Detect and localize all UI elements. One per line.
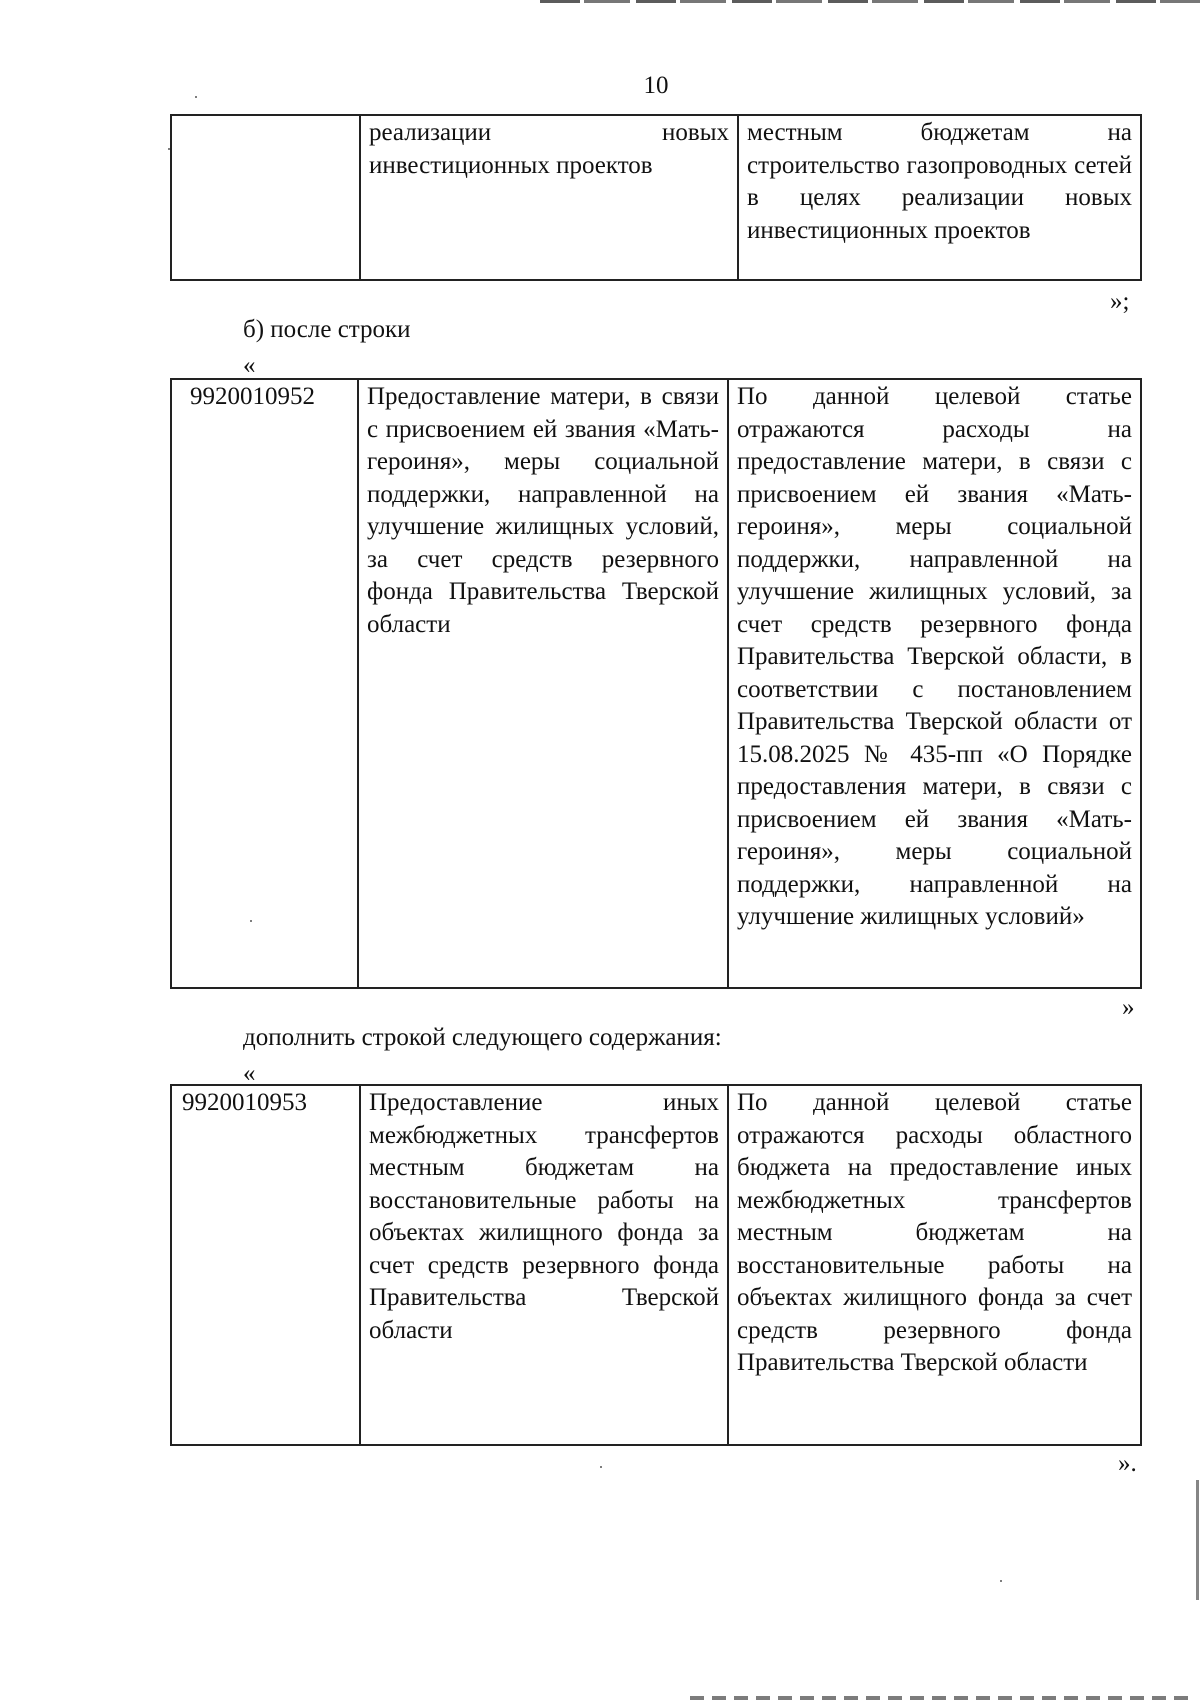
opening-quote: «	[243, 352, 256, 379]
table-row	[171, 379, 1141, 988]
closing-quote: »;	[1110, 288, 1130, 315]
table-row	[171, 1085, 1141, 1445]
scan-artifact-right	[1196, 1480, 1199, 1600]
empty-code-cell	[171, 115, 360, 280]
continuation-table	[170, 114, 1142, 281]
table-row	[171, 115, 1141, 280]
new-row-table	[170, 1084, 1142, 1446]
code-cell: 9920010952	[171, 379, 358, 988]
paragraph-after-row: б) после строки	[243, 316, 411, 343]
description-cell: По данной целевой статье отражаются расходы областного бюджета на предоставление иных межбюджетных трансфертов местным бюджетам на восстановительные работы на объектах жилищного фонда за счет средств резервного фонда Правительства Тверской области	[728, 1085, 1141, 1445]
page-number: 10	[643, 72, 669, 99]
name-cell: реализации новых инвестиционных проектов	[360, 115, 738, 280]
opening-quote: «	[243, 1060, 256, 1087]
description-cell: местным бюджетам на строительство газопроводных сетей в целях реализации новых инвестиционных проектов	[738, 115, 1141, 280]
scan-artifact-bottom	[690, 1696, 1190, 1700]
scan-speck	[1000, 1580, 1002, 1582]
paragraph-add-row: дополнить строкой следующего содержания:	[243, 1024, 722, 1051]
closing-quote: »	[1122, 994, 1135, 1021]
name-cell: Предоставление иных межбюджетных трансфертов местным бюджетам на восстановительные работы на объектах жилищного фонда за счет средств резервного фонда Правительства Тверской области	[360, 1085, 728, 1445]
code-cell: 9920010953	[171, 1085, 360, 1445]
existing-row-table	[170, 378, 1142, 989]
scan-speck	[600, 1466, 602, 1468]
name-cell: Предоставление матери, в связи с присвоением ей звания «Мать-героиня», меры социальной поддержки, направленной на улучшение жилищных условий, за счет средств резервного фонда Правительства Тверской области	[358, 379, 728, 988]
scan-artifact-top	[540, 0, 1200, 3]
description-cell: По данной целевой статье отражаются расходы на предоставление матери, в связи с присвоением ей звания «Мать-героиня», меры социальной поддержки, направленной на улучшение жилищных условий, за счет средств резервного фонда Правительства Тверской области, в соответствии с постановлением Правительства Тверской области от 15.08.2025 № 435-пп «О Порядке предоставления матери, в связи с присвоением ей звания «Мать-героиня», меры социальной поддержки, направленной на улучшение жилищных условий»	[728, 379, 1141, 988]
closing-quote: ».	[1118, 1450, 1137, 1477]
